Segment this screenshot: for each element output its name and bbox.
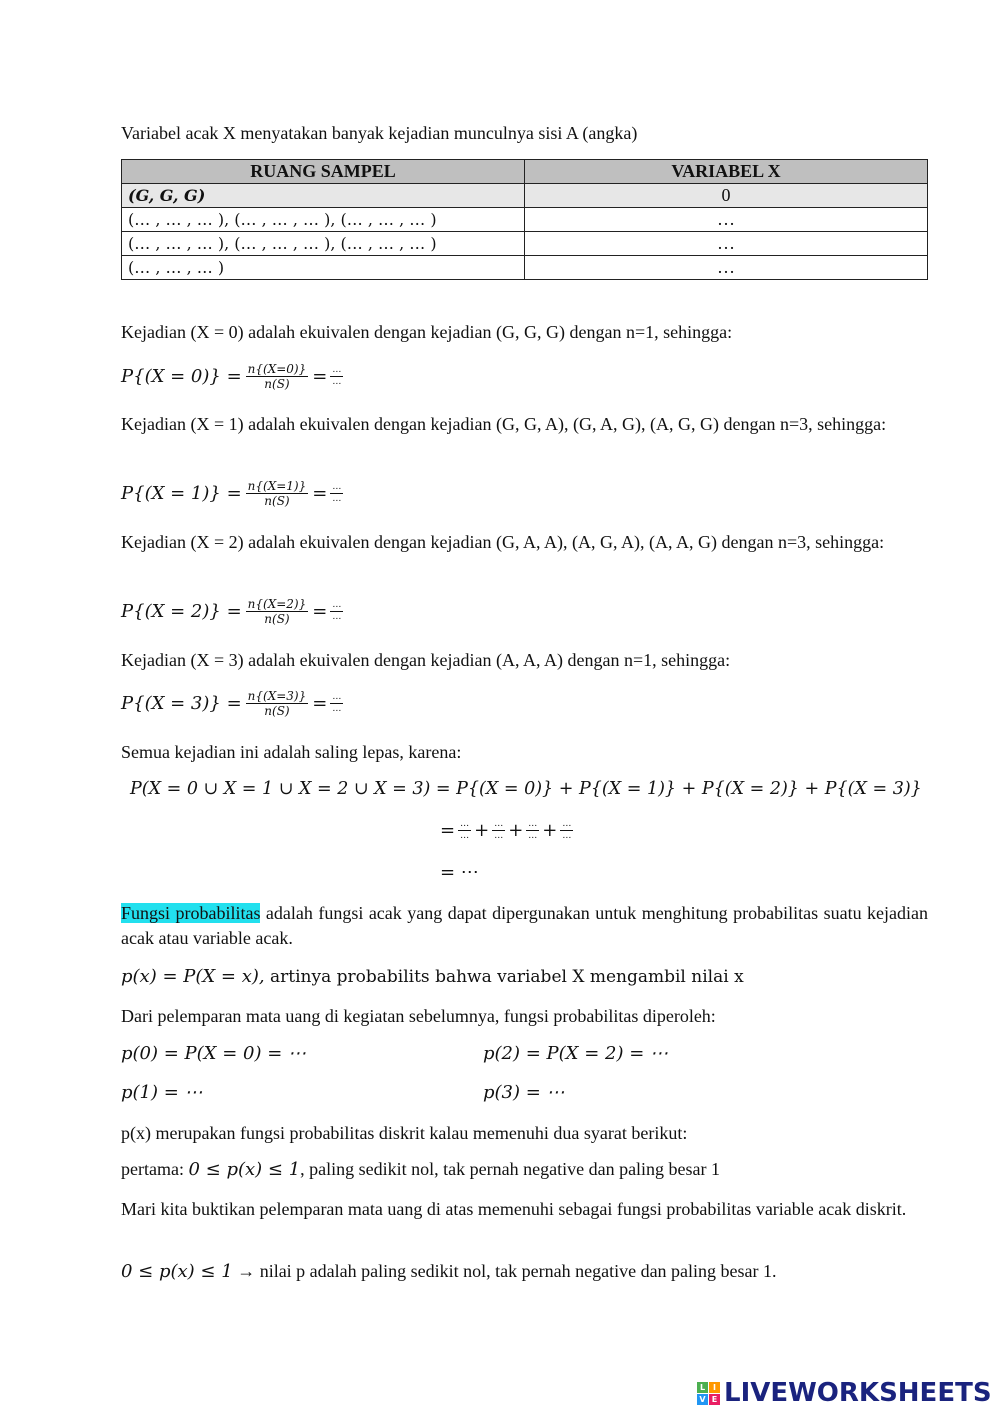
formula-lhs: P{(X = 0)} = bbox=[121, 366, 242, 387]
formula-equals: = bbox=[312, 366, 328, 387]
table-header-row bbox=[122, 160, 928, 184]
sum-equals: = bbox=[440, 820, 456, 841]
sum-numerator[interactable]: … bbox=[562, 819, 572, 829]
logo-mark-icon bbox=[697, 1382, 720, 1405]
p1-value[interactable]: p(1) = ⋯ bbox=[121, 1082, 203, 1103]
p3-value[interactable]: p(3) = ⋯ bbox=[483, 1082, 565, 1103]
liveworksheets-logo bbox=[697, 1378, 992, 1408]
fraction-denominator: n(S) bbox=[264, 494, 290, 508]
p0-value[interactable]: p(0) = P(X = 0) = ⋯ bbox=[121, 1043, 307, 1064]
fraction-numerator: n{(X=1)} bbox=[247, 479, 307, 493]
answer-numerator[interactable]: … bbox=[332, 692, 342, 702]
mutual-text: Semua kejadian ini adalah saling lepas, karena: bbox=[121, 742, 462, 762]
table-row bbox=[122, 256, 928, 280]
event-2-text: Kejadian (X = 2) adalah ekuivalen dengan kejadian (G, A, A), (A, G, A), (A, A, G) dengan n=3, sehingga: bbox=[121, 532, 885, 552]
fraction-numerator: n{(X=0)} bbox=[247, 362, 307, 376]
fraction-numerator: n{(X=2)} bbox=[247, 597, 307, 611]
sum-fraction-2[interactable] bbox=[492, 819, 505, 842]
answer-denominator[interactable]: … bbox=[332, 704, 342, 714]
pertama-label: pertama: bbox=[121, 1159, 189, 1179]
answer-fraction[interactable] bbox=[330, 600, 343, 623]
result-line[interactable]: = ⋯ bbox=[440, 862, 479, 883]
bukti-math: 0 ≤ p(x) ≤ 1 bbox=[121, 1261, 233, 1282]
sum-numerator[interactable]: … bbox=[528, 819, 538, 829]
sum-fraction-4[interactable] bbox=[560, 819, 573, 842]
answer-numerator[interactable]: … bbox=[332, 365, 342, 375]
px-definition-math: p(x) = P(X = x), bbox=[121, 966, 265, 987]
formula-equals: = bbox=[312, 601, 328, 622]
answer-fraction[interactable] bbox=[330, 692, 343, 715]
event-0-text: Kejadian (X = 0) adalah ekuivalen dengan kejadian (G, G, G) dengan n=1, sehingga: bbox=[121, 322, 733, 342]
answer-numerator[interactable]: … bbox=[332, 482, 342, 492]
fraction-denominator: n(S) bbox=[264, 612, 290, 626]
highlighted-term: Fungsi probabilitas bbox=[121, 903, 261, 923]
sum-fraction-3[interactable] bbox=[526, 819, 539, 842]
table-row bbox=[122, 232, 928, 256]
sum-denominator[interactable]: … bbox=[494, 831, 504, 841]
sum-line bbox=[440, 819, 576, 842]
mari-text: Mari kita buktikan pelemparan mata uang di atas memenuhi sebagai fungsi probabilitas variable acak diskrit. bbox=[121, 1199, 907, 1219]
sample-space-table bbox=[121, 159, 928, 280]
fraction-numerator: n{(X=3)} bbox=[247, 689, 307, 703]
x-cell[interactable]: … bbox=[525, 256, 928, 280]
fraction-denominator: n(S) bbox=[264, 377, 290, 391]
sum-denominator[interactable]: … bbox=[528, 831, 538, 841]
formula-fraction bbox=[246, 479, 309, 508]
fraction-denominator: n(S) bbox=[264, 704, 290, 718]
logo-mark-letter: I bbox=[709, 1382, 720, 1393]
event-0-formula bbox=[121, 362, 346, 391]
x-cell: 0 bbox=[525, 184, 928, 208]
px-definition-text: artinya probabilits bahwa variabel X mengambil nilai x bbox=[264, 967, 744, 987]
logo-mark-letter: L bbox=[697, 1382, 708, 1393]
pertama-text: , paling sedikit nol, tak pernah negative dan paling besar 1 bbox=[300, 1159, 721, 1179]
dari-text: Dari pelemparan mata uang di kegiatan sebelumnya, fungsi probabilitas diperoleh: bbox=[121, 1006, 716, 1026]
sample-cell: (G, G, G) bbox=[122, 184, 525, 208]
formula-lhs: P{(X = 3)} = bbox=[121, 693, 242, 714]
sum-denominator[interactable]: … bbox=[460, 831, 470, 841]
bukti-line bbox=[121, 1261, 777, 1282]
table-row bbox=[122, 208, 928, 232]
answer-fraction[interactable] bbox=[330, 365, 343, 388]
x-cell[interactable]: … bbox=[525, 232, 928, 256]
formula-equals: = bbox=[312, 693, 328, 714]
fungsi-paragraph bbox=[121, 901, 928, 951]
answer-fraction[interactable] bbox=[330, 482, 343, 505]
event-1-text: Kejadian (X = 1) adalah ekuivalen dengan kejadian (G, G, A), (G, A, G), (A, G, G) dengan n=3, sehingga: bbox=[121, 414, 887, 434]
plus-sign: + bbox=[474, 820, 490, 841]
answer-denominator[interactable]: … bbox=[332, 377, 342, 387]
header-variabel-x: VARIABEL X bbox=[525, 160, 928, 184]
event-3-formula bbox=[121, 689, 346, 718]
fungsi-rest: adalah fungsi acak yang dapat dipergunakan untuk menghitung probabilitas suatu kejadian acak atau variable acak. bbox=[121, 903, 929, 948]
sum-denominator[interactable]: … bbox=[562, 831, 572, 841]
sample-cell[interactable]: (… , … , … ), (… , … , … ), (… , … , … ) bbox=[122, 208, 525, 232]
formula-lhs: P{(X = 1)} = bbox=[121, 483, 242, 504]
answer-denominator[interactable]: … bbox=[332, 612, 342, 622]
sum-fraction-1[interactable] bbox=[458, 819, 471, 842]
pertama-line bbox=[121, 1159, 720, 1180]
p2-value[interactable]: p(2) = P(X = 2) = ⋯ bbox=[483, 1043, 669, 1064]
pertama-math: 0 ≤ p(x) ≤ 1 bbox=[188, 1159, 301, 1180]
intro-text: Variabel acak X menyatakan banyak kejadian munculnya sisi A (angka) bbox=[121, 123, 638, 143]
event-3-text: Kejadian (X = 3) adalah ekuivalen dengan kejadian (A, A, A) dengan n=1, sehingga: bbox=[121, 650, 731, 670]
sample-cell[interactable]: (… , … , … ), (… , … , … ), (… , … , … ) bbox=[122, 232, 525, 256]
formula-fraction bbox=[246, 597, 309, 626]
header-ruang-sampel: RUANG SAMPEL bbox=[122, 160, 525, 184]
logo-mark-letter: E bbox=[709, 1394, 720, 1405]
x-cell[interactable]: … bbox=[525, 208, 928, 232]
px-definition bbox=[121, 966, 744, 987]
formula-fraction bbox=[246, 689, 309, 718]
event-2-formula bbox=[121, 597, 346, 626]
logo-text: LIVEWORKSHEETS bbox=[724, 1378, 992, 1408]
sample-cell[interactable]: (… , … , … ) bbox=[122, 256, 525, 280]
bukti-text: → nilai p adalah paling sedikit nol, tak pernah negative dan paling besar 1. bbox=[232, 1261, 777, 1281]
logo-mark-letter: V bbox=[697, 1394, 708, 1405]
event-1-formula bbox=[121, 479, 346, 508]
syarat-text: p(x) merupakan fungsi probabilitas diskrit kalau memenuhi dua syarat berikut: bbox=[121, 1123, 688, 1143]
union-equation: P(X = 0 ∪ X = 1 ∪ X = 2 ∪ X = 3) = P{(X = 0)} + P{(X = 1)} + P{(X = 2)} + P{(X = 3)} bbox=[130, 779, 922, 799]
formula-fraction bbox=[246, 362, 309, 391]
formula-lhs: P{(X = 2)} = bbox=[121, 601, 242, 622]
formula-equals: = bbox=[312, 483, 328, 504]
plus-sign: + bbox=[542, 820, 558, 841]
answer-denominator[interactable]: … bbox=[332, 494, 342, 504]
sum-numerator[interactable]: … bbox=[494, 819, 504, 829]
table-row bbox=[122, 184, 928, 208]
plus-sign: + bbox=[508, 820, 524, 841]
sum-numerator[interactable]: … bbox=[460, 819, 470, 829]
answer-numerator[interactable]: … bbox=[332, 600, 342, 610]
